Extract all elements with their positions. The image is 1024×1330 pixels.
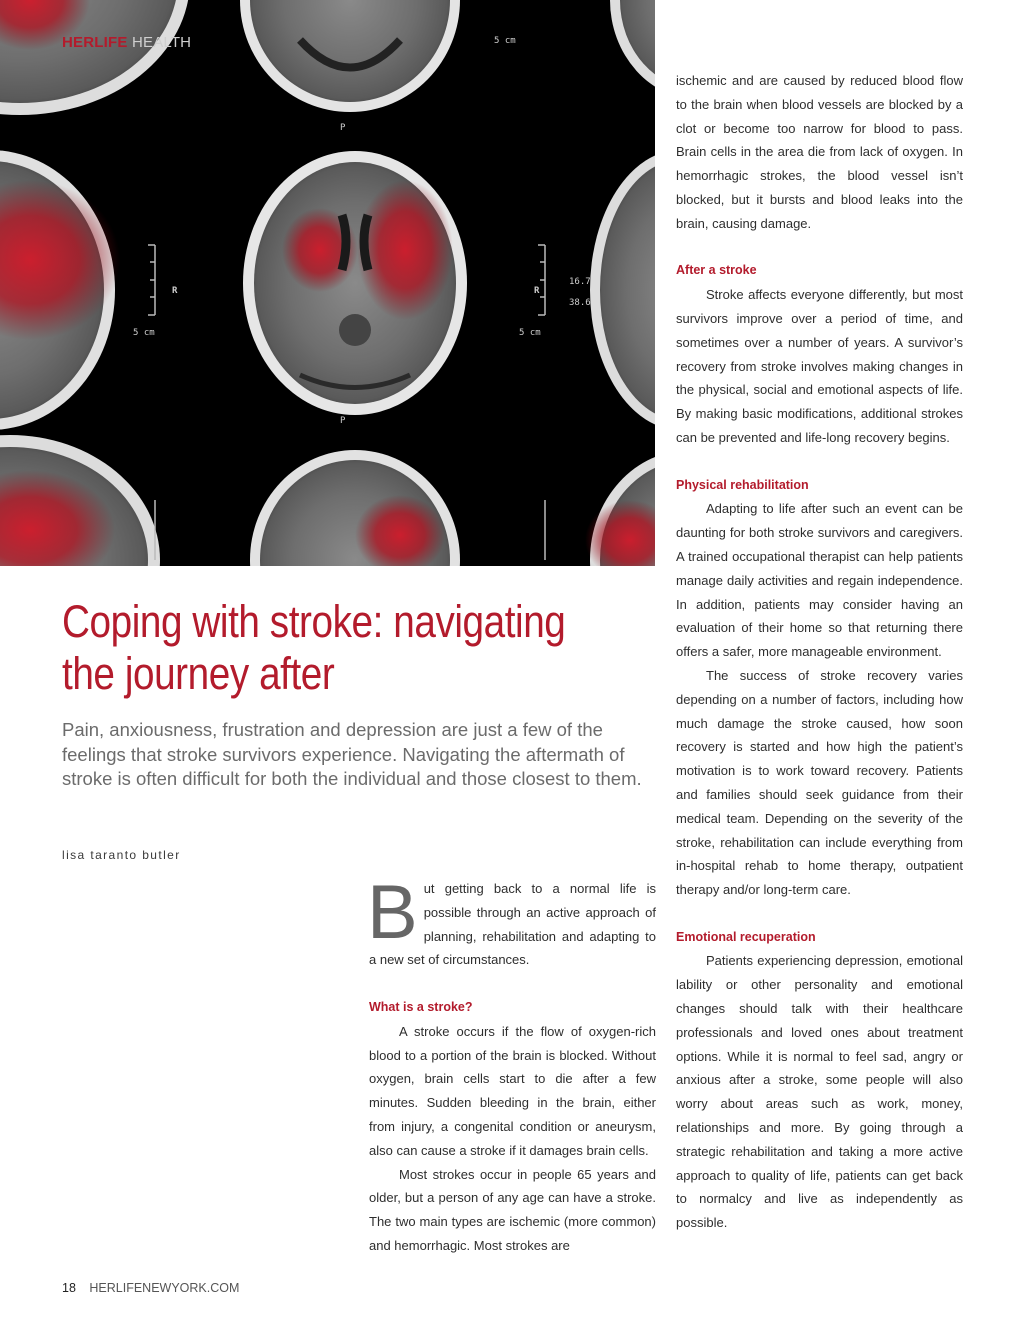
scan-slice-top-left <box>0 0 190 115</box>
article-byline: lisa taranto butler <box>62 848 181 862</box>
scan-p-label-top: P <box>340 123 346 133</box>
section-name: HEALTH <box>131 34 192 51</box>
paragraph: Patients experiencing depression, emotional lability or other personality and emotional changes should talk with their healthcare professionals and loved ones about treatment options. While it is normal to feel sad, angry or anxious after a stroke, some people will also worry about areas such as work, money, relationships and more. By going through a strategic rehabilitation and taking a more active approach to quality of life, patients can get back to normalcy and live as independently as possible. <box>676 953 963 1231</box>
scan-p-label-middle: P <box>340 416 346 426</box>
scan-slice-middle-left <box>0 150 120 430</box>
scan-readout-1: 16.7 <box>569 277 591 287</box>
paragraph: The success of stroke recovery varies depending on a number of factors, including how much damage the stroke caused, how soon recovery is started and how high the patient’s motivation is to work toward recovery. Patients and families should seek guidance from their medical team. Depending on the severity of the stroke, rehabilitation can include everything from in-hospital rehab to home therapy, outpatient therapy and/or long-term care. <box>676 667 963 898</box>
section-heading-after-stroke: After a stroke <box>676 263 757 278</box>
scan-slice-middle-right <box>590 150 655 430</box>
brain-scan-image <box>0 0 655 566</box>
scan-slice-bottom-right <box>585 450 655 566</box>
scan-cm-label-top: 5 cm <box>494 36 516 46</box>
intro-paragraph <box>367 870 656 972</box>
paragraph: Stroke affects everyone differently, but most survivors improve over a period of time, and sometimes over a number of years. A survivor’s recovery from stroke involves making changes in the physical, social and emotional aspects of life. By making basic modifications, additional strokes can be prevented and life-long recovery begins. <box>676 287 963 445</box>
section-label <box>62 34 191 51</box>
scan-r-label-left: R <box>172 286 178 296</box>
paragraph: Adapting to life after such an event can be daunting for both stroke survivors and caregivers. A trained occupational therapist can help patients manage daily activities and regain independence. In addition, patients may consider having an evaluation of their home so that returning there offers a safer, more manageable environment. <box>676 501 963 660</box>
article-column-middle <box>367 870 656 1258</box>
brand-name: HERLIFE <box>62 34 128 51</box>
page-number: 18 <box>62 1281 76 1295</box>
scan-slice-top-center <box>240 0 460 112</box>
article-deck: Pain, anxiousness, frustration and depression are just a few of the feelings that stroke survivors experience. Navigating the aftermath of stroke is often difficult for both the individual and those closest to them. <box>62 719 642 789</box>
scan-slice-bottom-center <box>250 450 460 566</box>
section-heading-emotional: Emotional recuperation <box>676 929 816 944</box>
site-url: HERLIFENEWYORK.COM <box>89 1281 240 1295</box>
scan-r-label-right: R <box>534 286 540 296</box>
scan-cm-label-left: 5 cm <box>133 328 155 338</box>
scan-slice-top-right <box>610 0 655 100</box>
scan-readout-2: 38.6 <box>569 298 591 308</box>
continued-paragraph: ischemic and are caused by reduced blood flow to the brain when blood vessels are blocked by a clot or become too narrow for blood to pass. Brain cells in the area die from lack of oxygen. In hemorrhagic strokes, the blood vessel isn’t blocked, but it bursts and blood leaks into the brain, causing damage. <box>676 73 963 231</box>
article-title: Coping with stroke: navigating the journey after <box>62 596 566 699</box>
section-heading-physical-rehab: Physical rehabilitation <box>676 477 809 492</box>
scan-cm-label-right: 5 cm <box>519 328 541 338</box>
scan-slice-middle-center <box>243 151 467 415</box>
scan-slice-bottom-left <box>0 435 160 566</box>
page-footer <box>62 1281 239 1295</box>
drop-cap: B <box>367 870 418 955</box>
section-heading-what-is-stroke: What is a stroke? <box>369 999 473 1014</box>
intro-text: ut getting back to a normal life is possible through an active approach of planning, rehabilitation and adapting to a new set of circumstances. <box>369 881 656 968</box>
paragraph: Most strokes occur in people 65 years and older, but a person of any age can have a stroke. The two main types are ischemic (more common) and hemorrhagic. Most strokes are <box>369 1166 656 1253</box>
paragraph: A stroke occurs if the flow of oxygen-rich blood to a portion of the brain is blocked. Without oxygen, brain cells start to die after a few minutes. Sudden bleeding in the brain, either from injury, a congenital condition or aneurysm, also can cause a stroke if it damages brain cells. <box>369 1023 656 1158</box>
article-column-right <box>676 69 963 1235</box>
